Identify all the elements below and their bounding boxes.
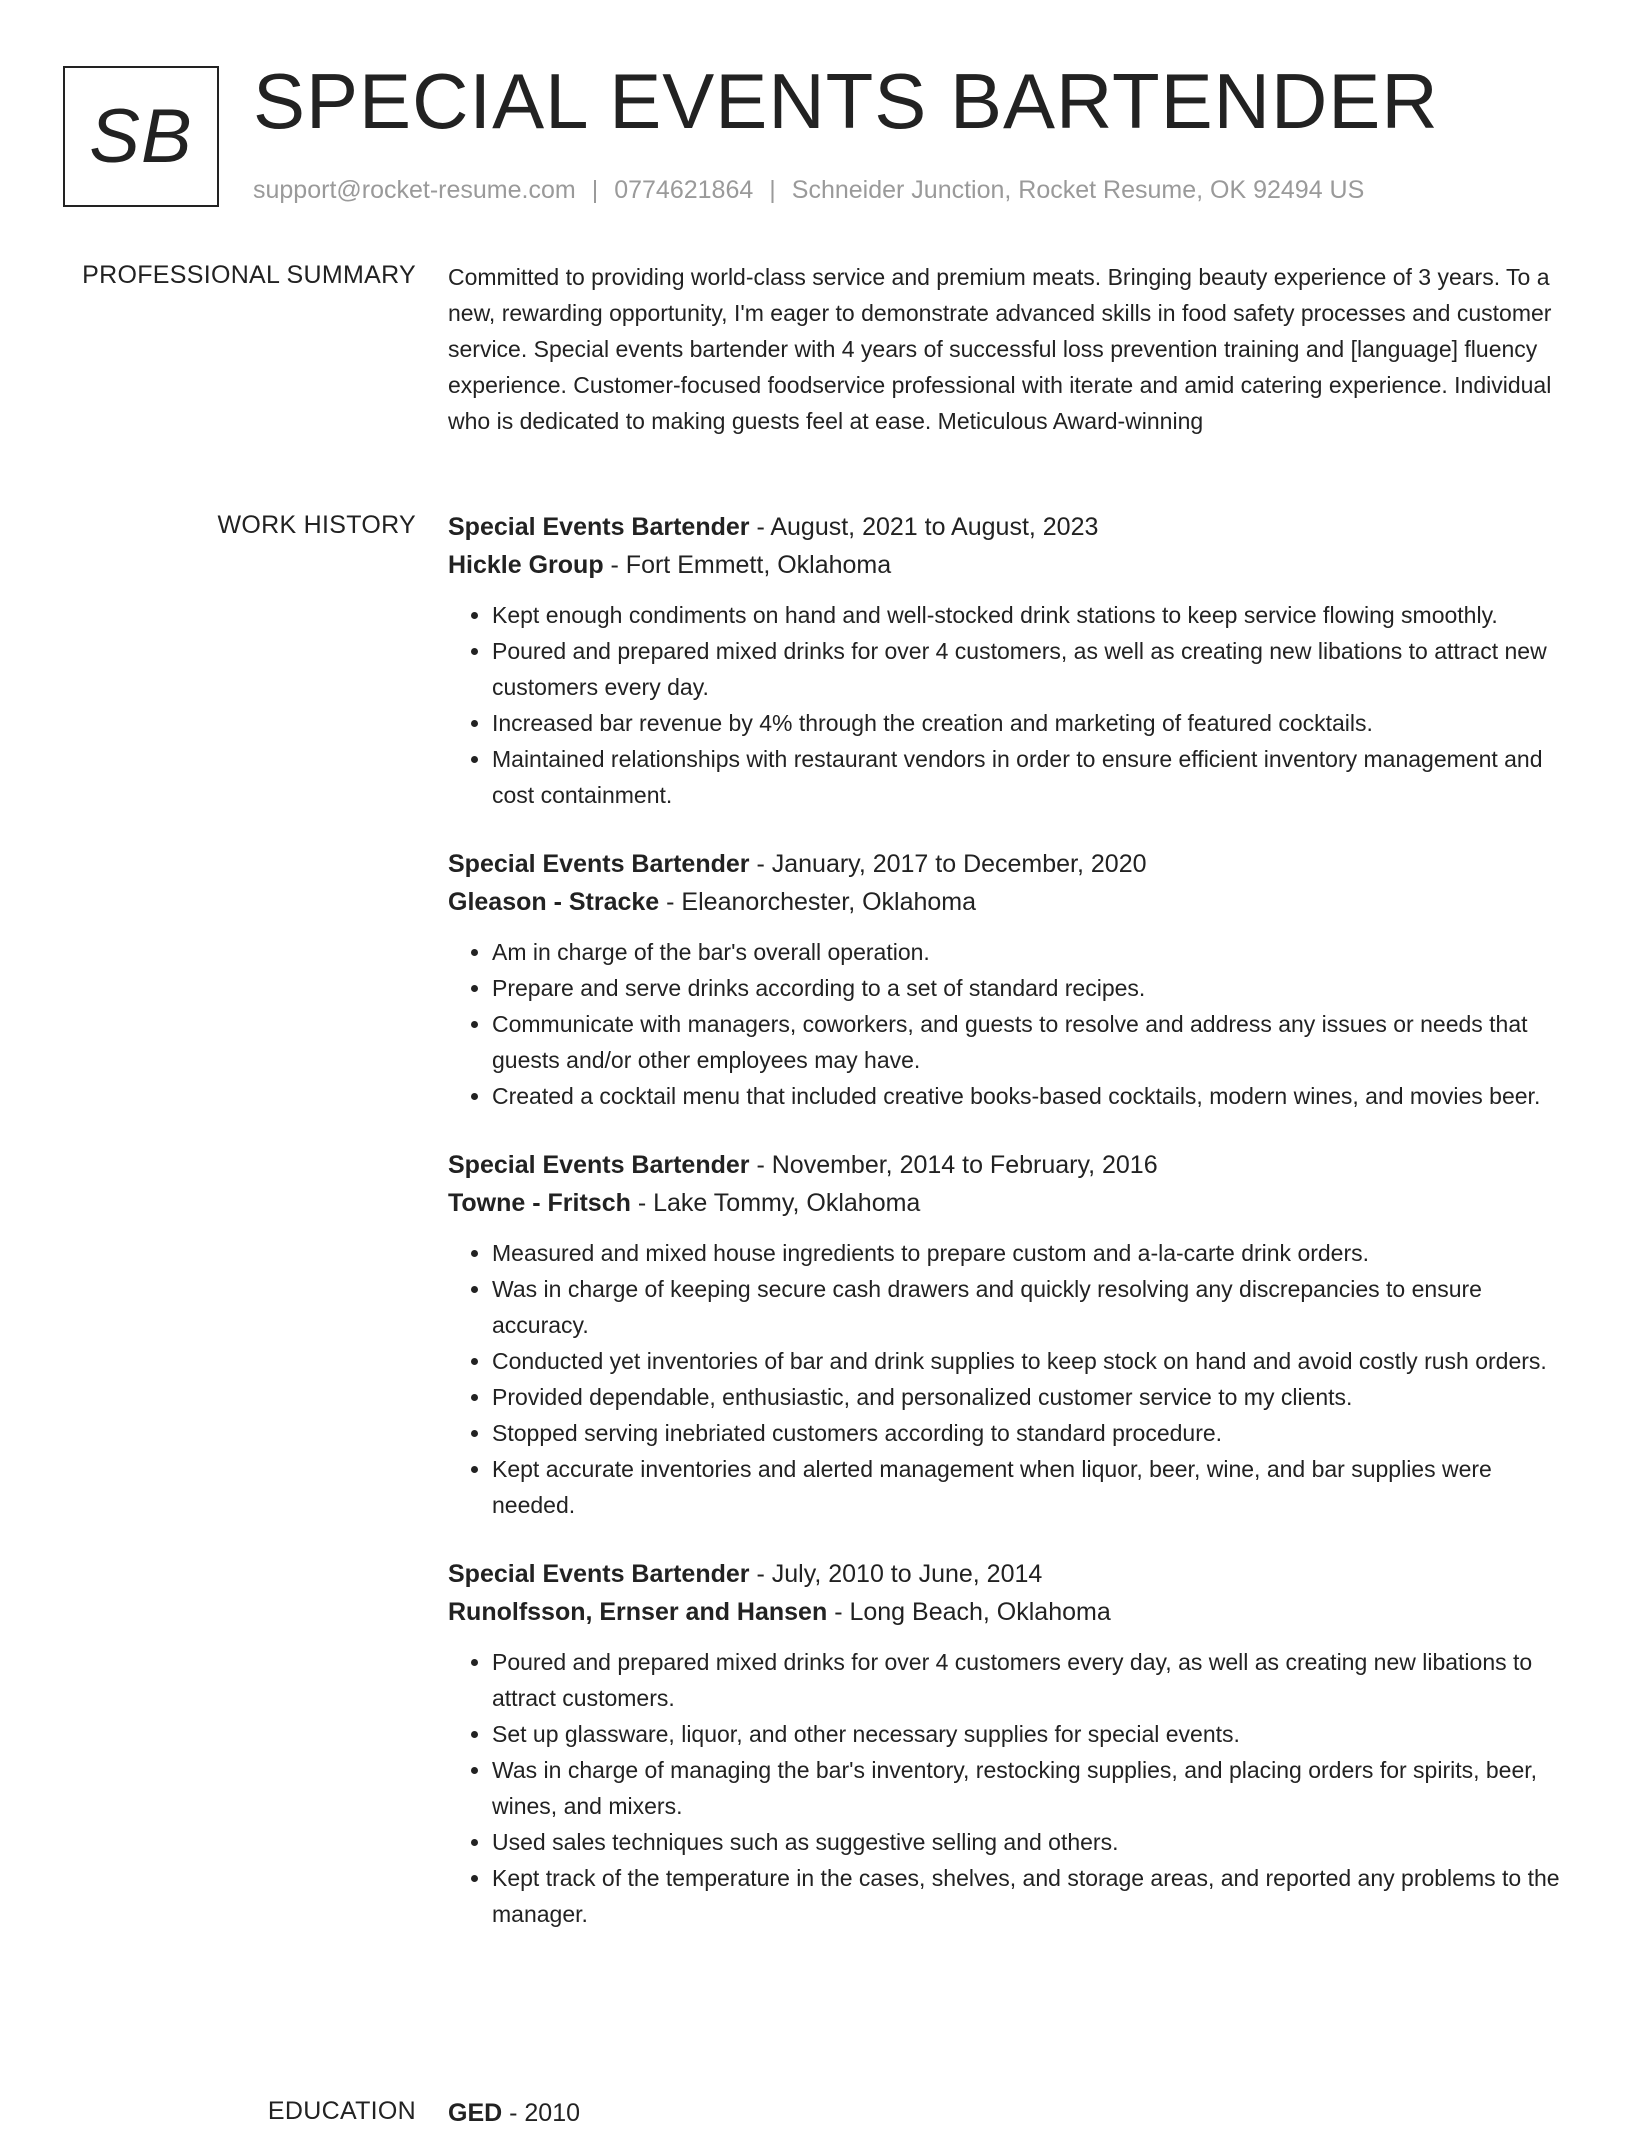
job-company: Towne - Fritsch — [448, 1189, 631, 1217]
job-location: - Eleanorchester, Oklahoma — [659, 888, 977, 916]
job-entry — [448, 1555, 1570, 1932]
job-company: Hickle Group — [448, 551, 604, 579]
job-bullet: • Conducted yet inventories of bar and drink supplies to keep stock on hand and avoid costly rush orders. — [492, 1343, 1570, 1379]
resume-name: SPECIAL EVENTS BARTENDER — [253, 57, 1439, 145]
initials: SB — [89, 94, 193, 179]
contact-separator: | — [591, 176, 599, 204]
job-dates: - July, 2010 to June, 2014 — [749, 1560, 1043, 1588]
job-bullet: • Set up glassware, liquor, and other necessary supplies for special events. — [492, 1716, 1570, 1752]
job-dates: - January, 2017 to December, 2020 — [749, 850, 1147, 878]
job-title-line — [448, 1146, 1570, 1184]
job-title: Special Events Bartender — [448, 1151, 750, 1179]
job-entry — [448, 1146, 1570, 1523]
job-bullet: • Increased bar revenue by 4% through the creation and marketing of featured cocktails. — [492, 705, 1570, 741]
job-bullet: • Kept enough condiments on hand and well-stocked drink stations to keep service flowing smoothly. — [492, 597, 1570, 633]
job-bullet: • Prepare and serve drinks according to a set of standard recipes. — [492, 970, 1570, 1006]
job-dates: - November, 2014 to February, 2016 — [749, 1151, 1158, 1179]
job-bullet: • Poured and prepared mixed drinks for over 4 customers every day, as well as creating new libations to attract customers. — [492, 1644, 1570, 1716]
education-degree: GED — [448, 2099, 503, 2127]
job-bullet-list — [448, 597, 1570, 813]
job-dates: - August, 2021 to August, 2023 — [749, 513, 1099, 541]
job-entry — [448, 845, 1570, 1114]
education-section-label: EDUCATION — [267, 2097, 416, 2125]
job-bullet: • Kept accurate inventories and alerted management when liquor, beer, wine, and bar supplies were needed. — [492, 1451, 1570, 1523]
job-bullet: • Created a cocktail menu that included creative books-based cocktails, modern wines, and movies beer. — [492, 1078, 1570, 1114]
job-title: Special Events Bartender — [448, 1560, 750, 1588]
job-entry — [448, 508, 1570, 813]
job-bullet: • Used sales techniques such as suggestive selling and others. — [492, 1824, 1570, 1860]
job-company: Gleason - Stracke — [448, 888, 660, 916]
education-year: - 2010 — [502, 2099, 581, 2127]
job-title-line — [448, 1555, 1570, 1593]
contact-address: Schneider Junction, Rocket Resume, OK 92494 US — [791, 176, 1365, 204]
job-bullet-list — [448, 934, 1570, 1114]
job-company-line — [448, 1593, 1570, 1631]
job-bullet: • Communicate with managers, coworkers, and guests to resolve and address any issues or needs that guests and/or other employees may have. — [492, 1006, 1570, 1078]
job-company-line — [448, 1184, 1570, 1222]
job-bullet: • Stopped serving inebriated customers according to standard procedure. — [492, 1415, 1570, 1451]
contact-separator: | — [769, 176, 776, 204]
summary-text: Committed to providing world-class service and premium meats. Bringing beauty experience of 3 years. To a new, rewarding opportunity, I'm eager to demonstrate advanced skills in food safety processes and customer service. Special events bartender with 4 years of successful loss prevention training and [language] fluency experience. Customer-focused foodservice professional with iterate and amid catering experience. Individual who is dedicated to making guests feel at ease. Meticulous Award-winning — [448, 264, 1552, 434]
job-bullet-list — [448, 1235, 1570, 1523]
job-location: - Long Beach, Oklahoma — [827, 1598, 1111, 1626]
job-bullet-list — [448, 1644, 1570, 1932]
contact-phone: 0774621864 — [614, 176, 754, 204]
job-location: - Fort Emmett, Oklahoma — [603, 551, 892, 579]
contact-line — [253, 174, 1364, 206]
job-bullet: • Measured and mixed house ingredients to prepare custom and a-la-carte drink orders. — [492, 1235, 1570, 1271]
job-company-line — [448, 883, 1570, 921]
job-bullet: • Was in charge of keeping secure cash drawers and quickly resolving any discrepancies to ensure accuracy. — [492, 1271, 1570, 1343]
job-bullet: • Kept track of the temperature in the cases, shelves, and storage areas, and reported any problems to the manager. — [492, 1860, 1570, 1932]
education-entry — [448, 2094, 580, 2132]
job-company: Runolfsson, Ernser and Hansen — [448, 1598, 828, 1626]
job-company-line — [448, 546, 1570, 584]
job-bullet: • Poured and prepared mixed drinks for over 4 customers, as well as creating new libations to attract new customers every day. — [492, 633, 1570, 705]
job-title: Special Events Bartender — [448, 513, 750, 541]
job-title-line — [448, 508, 1570, 546]
job-title-line — [448, 845, 1570, 883]
contact-email: support@rocket-resume.com — [253, 176, 576, 204]
job-title: Special Events Bartender — [448, 850, 750, 878]
summary-section-label: PROFESSIONAL SUMMARY — [82, 261, 416, 289]
job-bullet: • Was in charge of managing the bar's inventory, restocking supplies, and placing orders for spirits, beer, wines, and mixers. — [492, 1752, 1570, 1824]
job-bullet: • Provided dependable, enthusiastic, and personalized customer service to my clients. — [492, 1379, 1570, 1415]
job-location: - Lake Tommy, Oklahoma — [630, 1189, 921, 1217]
job-bullet: • Maintained relationships with restaurant vendors in order to ensure efficient inventory management and cost containment. — [492, 741, 1570, 813]
work-history-list — [448, 508, 1570, 1964]
job-bullet: • Am in charge of the bar's overall operation. — [492, 934, 1570, 970]
monogram-box — [63, 66, 219, 207]
work-history-section-label: WORK HISTORY — [217, 511, 416, 539]
